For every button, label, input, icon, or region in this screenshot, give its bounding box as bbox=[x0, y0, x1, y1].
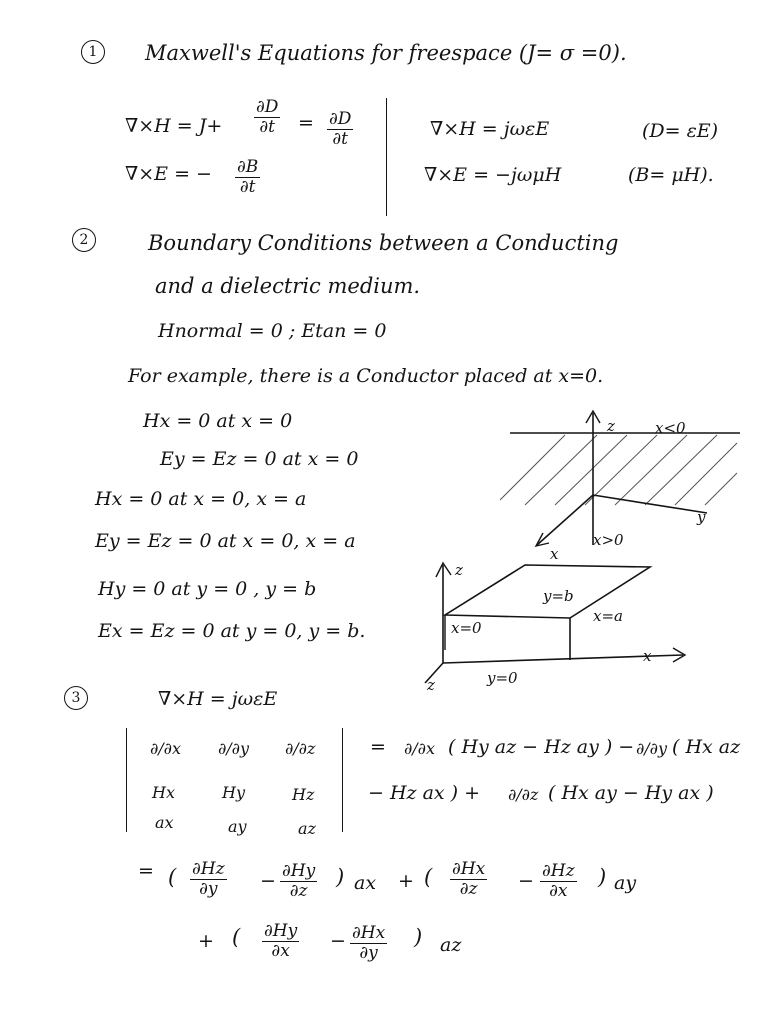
dD-dt-fraction-2 bbox=[327, 110, 353, 149]
box-z-label: z bbox=[427, 676, 435, 694]
constitutive-b: (B= μH). bbox=[628, 164, 714, 186]
top-x-gt-label: x>0 bbox=[593, 531, 624, 549]
bc-line-2: Ey = Ez = 0 at x = 0 bbox=[160, 448, 359, 470]
t3-den: ∂z bbox=[459, 879, 478, 899]
dD2-numerator: ∂D bbox=[329, 109, 352, 129]
t3-num: ∂Hx bbox=[452, 859, 486, 879]
unit-az: az bbox=[440, 934, 462, 956]
t5-num: ∂Hy bbox=[264, 921, 298, 941]
curl-h-lhs: ∇×H = J+ bbox=[125, 115, 223, 137]
section-2-number: 2 bbox=[72, 228, 96, 252]
dHx-dz bbox=[450, 860, 487, 899]
box-y-b-label: y=b bbox=[543, 587, 574, 605]
curl-e-lhs: ∇×E = − bbox=[125, 163, 212, 185]
det-r2-c3: Hz bbox=[292, 785, 315, 804]
phasor-curl-e: ∇×E = −jωμH bbox=[424, 164, 562, 186]
unit-ay: ay bbox=[614, 872, 637, 894]
dD-numerator: ∂D bbox=[256, 97, 279, 117]
section-1-number: 1 bbox=[81, 40, 105, 64]
determinant-right-bar bbox=[342, 728, 343, 832]
dD2-denominator: ∂t bbox=[332, 129, 349, 149]
unit-ax: ax bbox=[354, 872, 377, 894]
det-r3-c3: az bbox=[298, 819, 316, 838]
geometry-sketches bbox=[415, 405, 745, 695]
bc-line-5: Hy = 0 at y = 0 , y = b bbox=[98, 578, 317, 600]
plus-2: + bbox=[198, 930, 214, 952]
minus-2: − bbox=[518, 870, 534, 892]
box-x-0-label: x=0 bbox=[451, 619, 482, 637]
curl-h-equals: = bbox=[298, 112, 314, 134]
t5-den: ∂x bbox=[271, 941, 290, 961]
paren-open-2: ( bbox=[424, 865, 433, 889]
top-z-label: z bbox=[607, 417, 615, 435]
t6-num: ∂Hx bbox=[352, 923, 386, 943]
t4-num: ∂Hz bbox=[542, 861, 575, 881]
section-2-line-4: For example, there is a Conductor placed at x=0. bbox=[128, 365, 604, 387]
result-equals: = bbox=[138, 860, 154, 882]
section-1-heading: Maxwell's Equations for freespace (J= σ =0). bbox=[145, 41, 627, 65]
bc-line-4: Ey = Ez = 0 at x = 0, x = a bbox=[95, 530, 356, 552]
dHz-dy bbox=[190, 860, 227, 899]
det-r3-c2: ay bbox=[228, 817, 247, 836]
box-y-0-label: y=0 bbox=[487, 669, 518, 687]
box-z-axis-label: z bbox=[455, 561, 463, 579]
t4-den: ∂x bbox=[549, 881, 568, 901]
box-x-axis-label: x bbox=[643, 647, 652, 665]
conductor-halfspace-sketch bbox=[500, 411, 740, 563]
paren-close-2: ) bbox=[598, 865, 607, 889]
bc-line-3: Hx = 0 at x = 0, x = a bbox=[95, 488, 307, 510]
section-3-number: 3 bbox=[64, 686, 88, 710]
t2-num: ∂Hy bbox=[282, 861, 316, 881]
section-3-title: ∇×H = jωεE bbox=[158, 688, 278, 710]
bc-line-1: Hx = 0 at x = 0 bbox=[143, 410, 293, 432]
top-y-label: y bbox=[697, 508, 706, 526]
paren-open-1: ( bbox=[168, 865, 177, 889]
plus-1: + bbox=[398, 870, 414, 892]
determinant-left-bar bbox=[126, 728, 127, 832]
top-x-label: x bbox=[550, 545, 559, 563]
dB-numerator: ∂B bbox=[237, 157, 259, 177]
box-x-a-label: x=a bbox=[593, 607, 623, 625]
dD-denominator: ∂t bbox=[259, 117, 276, 137]
section-2-line-3: Hnormal = 0 ; Etan = 0 bbox=[158, 320, 387, 342]
dHy-dx bbox=[262, 922, 299, 961]
t1-num: ∂Hz bbox=[192, 859, 225, 879]
dB-dt-fraction bbox=[235, 158, 260, 197]
dHy-dz bbox=[280, 862, 317, 901]
rhs1-end: ( Hx az bbox=[672, 736, 741, 758]
paren-open-3: ( bbox=[232, 925, 241, 949]
section-2-line-2: and a dielectric medium. bbox=[155, 274, 421, 298]
section-1-divider bbox=[386, 98, 387, 216]
rhs2-ddz: ∂/∂z bbox=[508, 785, 539, 804]
paren-close-3: ) bbox=[414, 925, 423, 949]
det-r3-c1: ax bbox=[155, 813, 174, 832]
minus-3: − bbox=[330, 930, 346, 952]
det-r1-c3: ∂/∂z bbox=[285, 739, 316, 758]
waveguide-box-sketch bbox=[425, 561, 685, 694]
t2-den: ∂z bbox=[289, 881, 308, 901]
det-r1-c1: ∂/∂x bbox=[150, 739, 181, 758]
dD-dt-fraction bbox=[254, 98, 280, 137]
dHz-dx bbox=[540, 862, 577, 901]
rhs2-start: − Hz ax ) + bbox=[368, 782, 481, 804]
rhs1-term: ( Hy az − Hz ay ) − bbox=[448, 736, 635, 758]
t1-den: ∂y bbox=[199, 879, 218, 899]
t6-den: ∂y bbox=[359, 943, 378, 963]
dB-denominator: ∂t bbox=[239, 177, 256, 197]
phasor-curl-h: ∇×H = jωεE bbox=[430, 118, 550, 140]
section-2-line-1: Boundary Conditions between a Conducting bbox=[148, 231, 619, 255]
det-r2-c2: Hy bbox=[222, 783, 245, 802]
constitutive-d: (D= εE) bbox=[642, 120, 719, 142]
rhs2-term: ( Hx ay − Hy ax ) bbox=[548, 782, 714, 804]
bc-line-6: Ex = Ez = 0 at y = 0, y = b. bbox=[98, 620, 366, 642]
det-r2-c1: Hx bbox=[152, 783, 175, 802]
det-r1-c2: ∂/∂y bbox=[218, 739, 249, 758]
dHx-dy bbox=[350, 924, 387, 963]
rhs1-ddx: ∂/∂x bbox=[404, 739, 435, 758]
rhs1-equals: = bbox=[370, 736, 386, 758]
rhs1-ddy: ∂/∂y bbox=[636, 739, 667, 758]
minus-1: − bbox=[260, 870, 276, 892]
top-x-lt-label: x<0 bbox=[655, 419, 686, 437]
paren-close-1: ) bbox=[336, 865, 345, 889]
